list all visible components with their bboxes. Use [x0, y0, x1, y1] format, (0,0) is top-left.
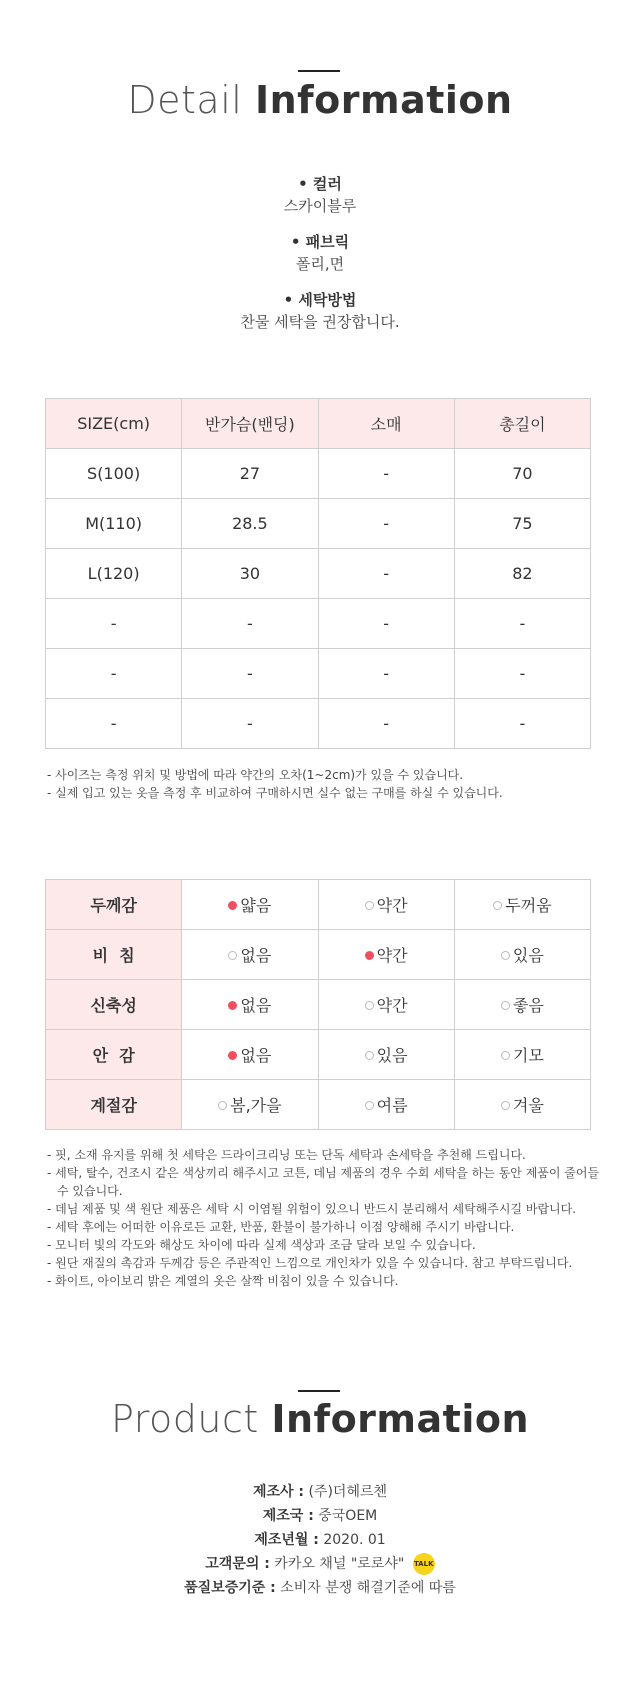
size-cell: -: [454, 649, 590, 699]
size-cell: -: [318, 599, 454, 649]
radio-dot-icon: [365, 1001, 374, 1010]
feel-option: 두꺼움: [454, 880, 590, 930]
table-row: [46, 1030, 591, 1080]
size-header-cell: 반가슴(밴딩): [182, 399, 318, 449]
feel-row-label: 신축성: [46, 980, 182, 1030]
feel-row-label: 두께감: [46, 880, 182, 930]
info-value: (주)더헤르첸: [308, 1484, 388, 1500]
radio-dot-icon: [228, 1051, 237, 1060]
info-contact: [0, 1552, 640, 1576]
note-line: - 세탁, 탈수, 건조시 같은 색상끼리 해주시고 코튼, 데님 제품의 경우 수회 세탁을 하는 동안 제품이 줄어들 수 있습니다.: [47, 1166, 600, 1198]
table-row: [46, 930, 591, 980]
size-cell: S(100): [46, 449, 182, 499]
title-rule: [298, 1390, 340, 1392]
size-cell: M(110): [46, 499, 182, 549]
size-cell: -: [318, 649, 454, 699]
feel-option: 없음: [182, 980, 318, 1030]
info-warranty: [0, 1576, 640, 1600]
radio-dot-icon: [365, 951, 374, 960]
feel-option: 있음: [454, 930, 590, 980]
size-notes: [47, 766, 607, 802]
info-value: 소비자 분쟁 해결기준에 따름: [280, 1580, 456, 1596]
spec-washing: [0, 289, 640, 333]
product-title-bold: Information: [271, 1397, 530, 1441]
table-row: [46, 599, 591, 649]
feel-option: 겨울: [454, 1080, 590, 1130]
radio-dot-icon: [501, 1001, 510, 1010]
info-manufacturer: [0, 1480, 640, 1504]
size-cell: -: [182, 599, 318, 649]
size-cell: -: [318, 449, 454, 499]
size-header-cell: 소매: [318, 399, 454, 449]
feel-option: 좋음: [454, 980, 590, 1030]
feel-option: 있음: [318, 1030, 454, 1080]
care-notes: [47, 1146, 607, 1290]
spec-label: • 패브릭: [290, 233, 350, 251]
size-cell: 27: [182, 449, 318, 499]
radio-dot-icon: [228, 901, 237, 910]
radio-dot-icon: [228, 951, 237, 960]
spec-value: 스카이블루: [283, 197, 357, 215]
size-cell: 28.5: [182, 499, 318, 549]
radio-dot-icon: [365, 1051, 374, 1060]
table-row: [46, 449, 591, 499]
product-info-list: [0, 1480, 640, 1600]
feel-option: 약간: [318, 930, 454, 980]
size-table-header-row: [46, 399, 591, 449]
size-cell: -: [182, 649, 318, 699]
feel-option: 여름: [318, 1080, 454, 1130]
radio-dot-icon: [493, 901, 502, 910]
spec-color: [0, 173, 640, 217]
size-cell: L(120): [46, 549, 182, 599]
table-row: [46, 980, 591, 1030]
title-rule: [298, 70, 340, 72]
size-cell: 82: [454, 549, 590, 599]
feel-option: 약간: [318, 980, 454, 1030]
size-cell: -: [318, 499, 454, 549]
info-key: 제조국 :: [262, 1508, 314, 1524]
feel-option: 약간: [318, 880, 454, 930]
feel-row-label: 안 감: [46, 1030, 182, 1080]
table-row: [46, 649, 591, 699]
info-value: 2020. 01: [323, 1532, 386, 1548]
info-key: 품질보증기준 :: [184, 1580, 276, 1596]
feel-option: 없음: [182, 1030, 318, 1080]
info-key: 제조사 :: [252, 1484, 305, 1500]
spec-fabric: [0, 231, 640, 275]
feel-option: 봄,가을: [182, 1080, 318, 1130]
note-line: - 세탁 후에는 어떠한 이유로든 교환, 반품, 환불이 불가하니 이점 양해해 주시기 바랍니다.: [47, 1220, 515, 1234]
feel-row-label: 비 침: [46, 930, 182, 980]
info-key: 고객문의 :: [205, 1556, 270, 1572]
table-row: [46, 1080, 591, 1130]
radio-dot-icon: [501, 951, 510, 960]
size-cell: -: [318, 549, 454, 599]
kakao-talk-icon[interactable]: TALK: [413, 1553, 435, 1575]
note-line: - 핏, 소재 유지를 위해 첫 세탁은 드라이크리닝 또는 단독 세탁과 손세탁을 추천해 드립니다.: [47, 1148, 526, 1162]
note-line: - 모니터 빛의 각도와 해상도 차이에 따라 실제 색상과 조금 달라 보일 수 있습니다.: [47, 1238, 476, 1252]
table-row: [46, 499, 591, 549]
note-line: - 데님 제품 및 색 원단 제품은 세탁 시 이염될 위험이 있으니 반드시 분리해서 세탁해주시길 바랍니다.: [47, 1202, 577, 1216]
spec-value: 폴리,면: [295, 255, 345, 273]
feel-row-label: 계절감: [46, 1080, 182, 1130]
size-table: [45, 398, 591, 749]
spec-label: • 세탁방법: [283, 291, 357, 309]
size-cell: -: [182, 699, 318, 749]
radio-dot-icon: [228, 1001, 237, 1010]
radio-dot-icon: [365, 901, 374, 910]
size-cell: 70: [454, 449, 590, 499]
radio-dot-icon: [218, 1101, 227, 1110]
size-header-cell: 총길이: [454, 399, 590, 449]
size-header-cell: SIZE(cm): [46, 399, 182, 449]
note-line: - 사이즈는 측정 위치 및 방법에 따라 약간의 오차(1~2cm)가 있을 수 있습니다.: [47, 768, 464, 782]
feel-option: 없음: [182, 930, 318, 980]
product-title: [0, 1397, 640, 1441]
size-cell: 30: [182, 549, 318, 599]
detail-title-light: Detail: [127, 78, 243, 122]
info-value: 카카오 채널 "로로샤": [274, 1556, 405, 1572]
note-line: - 화이트, 아이보리 밝은 계열의 옷은 살짝 비침이 있을 수 있습니다.: [47, 1274, 399, 1288]
info-date: [0, 1528, 640, 1552]
radio-dot-icon: [501, 1051, 510, 1060]
radio-dot-icon: [365, 1101, 374, 1110]
spec-label: • 컬러: [298, 175, 342, 193]
size-cell: -: [46, 599, 182, 649]
info-key: 제조년월 :: [254, 1532, 319, 1548]
detail-title-bold: Information: [254, 78, 513, 122]
table-row: [46, 880, 591, 930]
size-cell: -: [46, 699, 182, 749]
detail-title: [0, 78, 640, 122]
size-cell: -: [318, 699, 454, 749]
size-cell: -: [454, 699, 590, 749]
fabric-feel-table: [45, 879, 591, 1130]
note-line: - 원단 재질의 촉감과 두께감 등은 주관적인 느낌으로 개인차가 있을 수 있습니다. 참고 부탁드립니다.: [47, 1256, 573, 1270]
info-value: 중국OEM: [318, 1508, 378, 1524]
feel-option: 기모: [454, 1030, 590, 1080]
radio-dot-icon: [501, 1101, 510, 1110]
table-row: [46, 699, 591, 749]
info-country: [0, 1504, 640, 1528]
size-cell: -: [46, 649, 182, 699]
product-title-light: Product: [110, 1397, 259, 1441]
table-row: [46, 549, 591, 599]
size-cell: -: [454, 599, 590, 649]
feel-option: 얇음: [182, 880, 318, 930]
size-cell: 75: [454, 499, 590, 549]
spec-value: 찬물 세탁을 권장합니다.: [240, 313, 400, 331]
note-line: - 실제 입고 있는 옷을 측정 후 비교하여 구매하시면 실수 없는 구매를 하실 수 있습니다.: [47, 786, 503, 800]
